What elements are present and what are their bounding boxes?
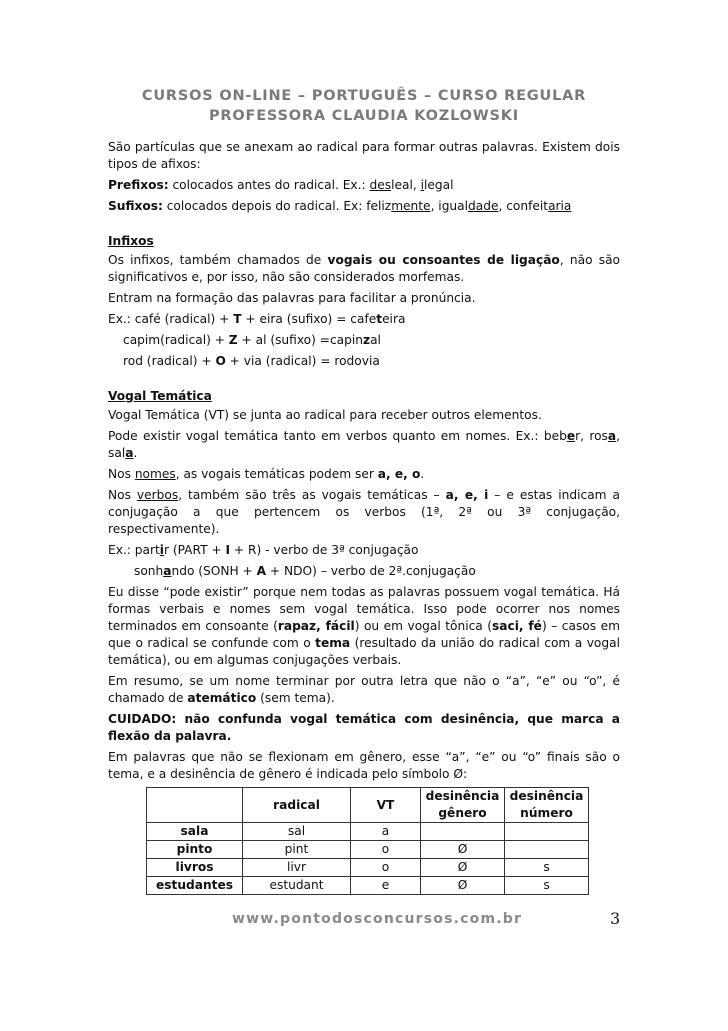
text: , também são três as vogais temáticas –: [178, 488, 446, 502]
header-line-1: CURSOS ON-LINE – PORTUGUÊS – CURSO REGULAR: [141, 88, 587, 104]
table-header-cell: VT: [351, 788, 421, 823]
text: .: [133, 446, 138, 460]
text: .: [420, 467, 425, 481]
table-header-cell: radical: [243, 788, 351, 823]
bold-text: vogais ou consoantes de ligação: [327, 253, 560, 267]
table-cell: [421, 823, 505, 841]
text: + NDO) – verbo de 2ª.conjugação: [266, 564, 476, 578]
bold-text: z: [363, 333, 371, 347]
table-cell: e: [351, 877, 421, 895]
bold-text: a: [163, 564, 172, 578]
bold-text: tema: [315, 636, 351, 650]
table-cell: s: [505, 877, 589, 895]
underlined-text: verbos: [136, 488, 179, 502]
table-cell: Ø: [421, 877, 505, 895]
text: Nos: [108, 488, 137, 502]
vogal-paragraph-5: [108, 584, 620, 669]
bold-text: I: [225, 543, 231, 557]
section-title-infixos: Infixos: [108, 234, 154, 248]
text: Nos: [108, 467, 135, 481]
vogal-paragraph-8: Em palavras que não se flexionam em gênero, esse “a”, “e” ou “o” finais são o tema, e a desinência de gênero é indicada pelo símbolo Ø:: [108, 750, 620, 781]
table-cell: o: [351, 841, 421, 859]
text: ) ou em vogal tônica (: [354, 619, 492, 633]
vogal-paragraph-2: [108, 428, 620, 462]
bold-text: e: [566, 429, 576, 443]
suffix-mente: mente: [391, 199, 431, 213]
text: Eu disse “pode existir” porque nem todas as palavras possuem vogal temática. Há formas verbais e nomes sem vogal temática. Isso pode ocorrer nos nomes terminados em consoante (: [108, 585, 620, 633]
text: rod (radical) +: [123, 354, 216, 368]
table-cell: sal: [243, 823, 351, 841]
table-cell: a: [351, 823, 421, 841]
text: – e estas indicam a conjugação a que pertencem os verbos (1ª, 2ª ou 3ª conjugação, respectivamente).: [108, 488, 620, 536]
suffix-dade: dade: [468, 199, 499, 213]
intro-paragraph: São partículas que se anexam ao radical para formar outras palavras. Existem dois tipos de afixos:: [108, 140, 620, 171]
text: Os infixos, também chamados de: [108, 253, 328, 267]
text: , não são significativos e, por isso, não são considerados morfemas.: [108, 253, 620, 284]
text: capim(radical) +: [123, 333, 229, 347]
table-header-cell: [147, 788, 243, 823]
bold-text: saci, fé: [492, 619, 542, 633]
table-cell: Ø: [421, 841, 505, 859]
prefixos-paragraph: [108, 177, 620, 194]
text: (resultado da união do radical com a vogal temática), ou em algumas conjugações verbais.: [108, 636, 620, 667]
infixos-example-2: [108, 332, 620, 349]
morpheme-table: [146, 787, 589, 895]
text: Ex.: café (radical) +: [108, 312, 234, 326]
text: Pode existir vogal temática tanto em verbos quanto em nomes. Ex.: beb: [108, 429, 567, 443]
table-header-cell: desinência número: [505, 788, 589, 823]
section-title-vogal-tematica: Vogal Temática: [108, 389, 212, 403]
text: Ex.: part: [108, 543, 160, 557]
prefixos-text: colocados antes do radical. Ex.:: [168, 178, 370, 192]
bold-text: A: [256, 564, 267, 578]
table-row: [147, 859, 589, 877]
bold-text: a: [125, 446, 134, 460]
infixos-paragraph-1: [108, 252, 620, 286]
infixos-paragraph-2: Entram na formação das palavras para facilitar a pronúncia.: [108, 291, 476, 305]
sufixos-text: colocados depois do radical. Ex: feliz: [162, 199, 392, 213]
page-header: [0, 86, 728, 126]
text: r, ros: [575, 429, 608, 443]
vogal-paragraph-4: [108, 487, 620, 538]
bold-text: T: [233, 312, 242, 326]
sufixos-paragraph: [108, 198, 620, 215]
vogal-example-2: [108, 563, 620, 580]
text: + via (radical) = rodovia: [225, 354, 380, 368]
prefix-des: des: [369, 178, 392, 192]
vogal-paragraph-1: Vogal Temática (VT) se junta ao radical para receber outros elementos.: [108, 408, 542, 422]
prefix-ex2-rest: legal: [424, 178, 454, 192]
text: , sal: [108, 429, 621, 460]
text: al: [370, 333, 381, 347]
infixos-example-3: [108, 353, 620, 370]
table-cell: pint: [243, 841, 351, 859]
bold-text: i: [159, 543, 164, 557]
bold-text: O: [215, 354, 226, 368]
text: , as vogais temáticas podem ser: [175, 467, 378, 481]
table-cell: estudantes: [147, 877, 243, 895]
table-row: [147, 841, 589, 859]
table-row: [147, 877, 589, 895]
footer-url: www.pontodosconcursos.com.br: [232, 911, 523, 927]
table-header-row: [147, 788, 589, 823]
vogal-paragraph-3: [108, 466, 620, 483]
suffix-sep-1: , igual: [430, 199, 469, 213]
underlined-text: nomes: [134, 467, 176, 481]
bold-text: CUIDADO: não confunda vogal temática com desinência, que marca a flexão da palavra.: [108, 712, 620, 743]
table-cell: livros: [147, 859, 243, 877]
text: Em resumo, se um nome terminar por outra letra que não o “a”, “e” ou “o”, é chamado de: [108, 674, 620, 705]
prefix-ex1-rest: leal,: [391, 178, 421, 192]
bold-text: t: [376, 312, 383, 326]
suffix-sep-2: , confeit: [498, 199, 549, 213]
bold-text: atemático: [187, 691, 257, 705]
bold-text: a, e, i: [445, 488, 489, 502]
sufixos-label: Sufixos:: [108, 199, 163, 213]
text: ndo (SONH +: [171, 564, 257, 578]
text: + eira (sufixo) = cafe: [241, 312, 377, 326]
suffix-aria: aria: [548, 199, 572, 213]
table-cell: s: [505, 859, 589, 877]
table-cell: Ø: [421, 859, 505, 877]
bold-text: a, e, o: [377, 467, 421, 481]
main-content: [108, 139, 620, 895]
text: ) – casos em que o radical se confunde com o: [108, 619, 620, 650]
bold-text: rapaz, fácil: [277, 619, 355, 633]
table-cell: [505, 823, 589, 841]
table-cell: sala: [147, 823, 243, 841]
vogal-example-1: [108, 542, 620, 559]
text: (sem tema).: [256, 691, 335, 705]
table-cell: livr: [243, 859, 351, 877]
text: sonh: [134, 564, 164, 578]
header-line-2: PROFESSORA CLAUDIA KOZLOWSKI: [209, 108, 519, 124]
table-header-cell: desinência gênero: [421, 788, 505, 823]
table-cell: pinto: [147, 841, 243, 859]
prefixos-label: Prefixos:: [108, 178, 169, 192]
text: eira: [382, 312, 406, 326]
bold-text: a: [607, 429, 617, 443]
table-cell: [505, 841, 589, 859]
page-number: 3: [610, 909, 621, 928]
table-row: [147, 823, 589, 841]
text: + R) - verbo de 3ª conjugação: [230, 543, 419, 557]
cuidado-paragraph: [108, 711, 620, 745]
text: r (PART +: [163, 543, 226, 557]
infixos-example-1: [108, 311, 620, 328]
prefix-i: i: [420, 178, 424, 192]
bold-text: Z: [228, 333, 238, 347]
vogal-paragraph-6: [108, 673, 620, 707]
table-cell: estudant: [243, 877, 351, 895]
text: + al (sufixo) =capin: [237, 333, 363, 347]
table-cell: o: [351, 859, 421, 877]
